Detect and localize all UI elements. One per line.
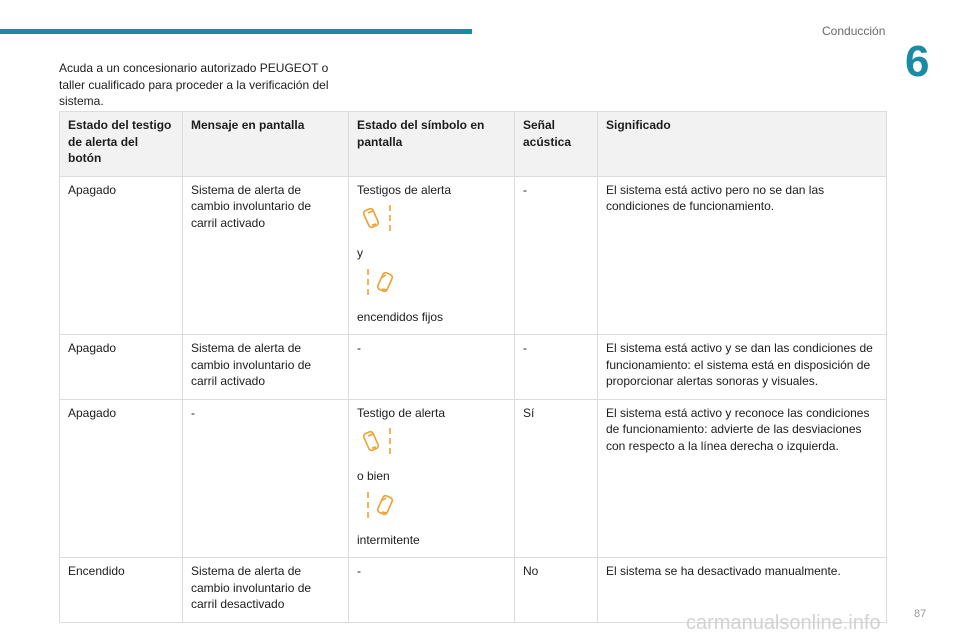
cell-sound: Sí [515, 399, 598, 558]
chapter-number: 6 [905, 37, 930, 86]
cell-sound: - [515, 335, 598, 400]
lane-departure-right-icon [357, 426, 506, 468]
cell-state: Apagado [60, 176, 183, 335]
lane-alert-status-table [59, 111, 887, 623]
cell-meaning: El sistema está activo pero no se dan las condiciones de funcionamiento. [598, 176, 887, 335]
symbol-text: intermitente [357, 532, 420, 547]
cell-meaning: El sistema está activo y reconoce las condiciones de funcionamiento: advierte de las desviaciones con respecto a la línea derecha o izquierda. [598, 399, 887, 558]
cell-state: Apagado [60, 399, 183, 558]
cell-message: Sistema de alerta de cambio involuntario de carril desactivado [183, 558, 349, 623]
lane-departure-right-icon [357, 203, 506, 245]
cell-sound: - [515, 176, 598, 335]
cell-message: Sistema de alerta de cambio involuntario de carril activado [183, 335, 349, 400]
cell-symbol: - [349, 335, 515, 400]
cell-meaning: El sistema se ha desactivado manualmente. [598, 558, 887, 623]
cell-symbol [349, 399, 515, 558]
symbol-text: Testigo de alerta [357, 405, 446, 420]
header-symbol-state: Estado del símbolo en pantalla [349, 112, 515, 177]
lane-departure-left-icon [357, 267, 506, 309]
lane-departure-left-icon [357, 490, 506, 532]
cell-message: Sistema de alerta de cambio involuntario de carril activado [183, 176, 349, 335]
cell-symbol: - [349, 558, 515, 623]
header-audible-signal: Señal acústica [515, 112, 598, 177]
cell-message: - [183, 399, 349, 558]
table-row [60, 176, 887, 335]
symbol-text: y [357, 246, 363, 260]
table-row [60, 335, 887, 400]
symbol-text: o bien [357, 469, 390, 483]
symbol-text: Testigos de alerta [357, 182, 452, 197]
table-header-row [60, 112, 887, 177]
symbol-text: encendidos fijos [357, 309, 444, 324]
cell-state: Encendido [60, 558, 183, 623]
intro-paragraph: Acuda a un concesionario autorizado PEUGEOT o taller cualificado para proceder a la verificación del sistema. [59, 61, 329, 108]
page-number: 87 [914, 608, 927, 620]
header-meaning: Significado [598, 112, 887, 177]
cell-state: Apagado [60, 335, 183, 400]
cell-symbol [349, 176, 515, 335]
header-button-warning-state: Estado del testigo de alerta del botón [60, 112, 183, 177]
cell-sound: No [515, 558, 598, 623]
table-row [60, 399, 887, 558]
header-accent-bar [0, 29, 472, 34]
section-title: Conducción [822, 24, 886, 38]
cell-meaning: El sistema está activo y se dan las condiciones de funcionamiento: el sistema está en disposición de proporcionar alertas sonoras y visuales. [598, 335, 887, 400]
watermark: carmanualsonline.info [686, 612, 881, 634]
header-display-message: Mensaje en pantalla [183, 112, 349, 177]
